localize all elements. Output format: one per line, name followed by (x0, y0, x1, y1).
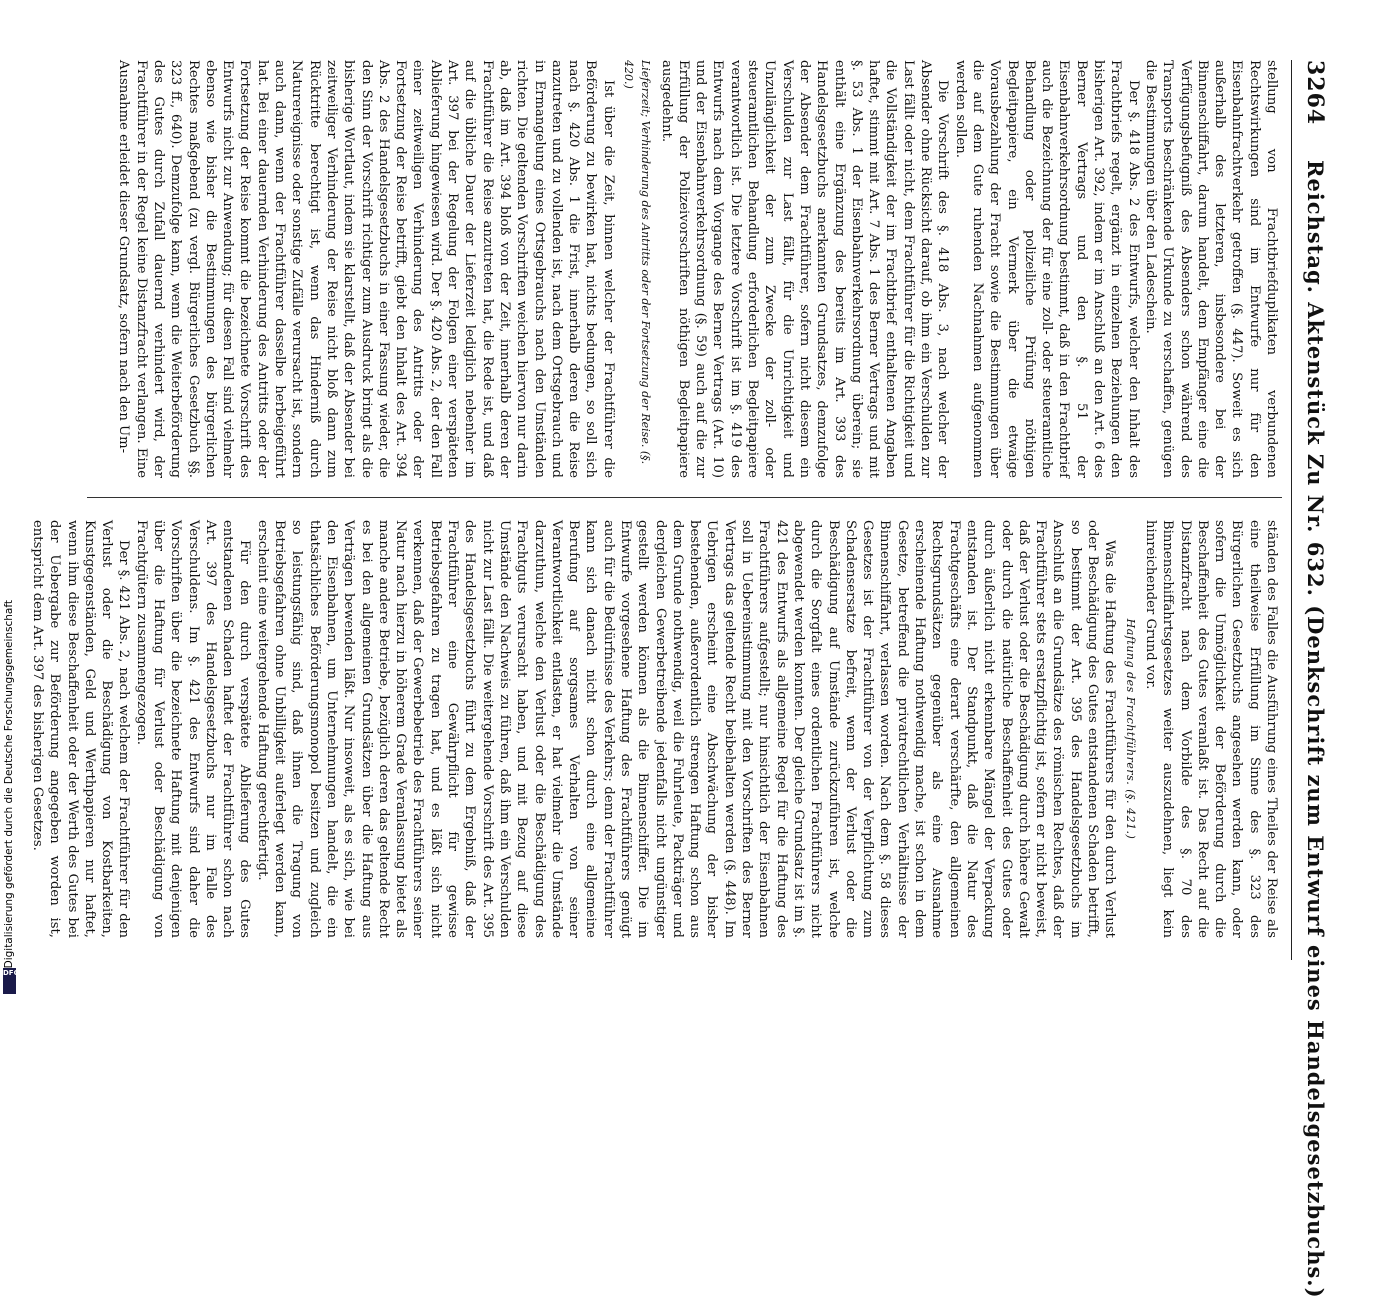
column-divider (87, 497, 1282, 498)
page-header (1292, 60, 1332, 1299)
left-column (85, 60, 1280, 478)
rotated-page-content (29, 60, 1332, 1299)
right-column (29, 520, 1280, 938)
marginal-heading: Lieferzeit; Verhinderung des Antritts oder der Fortsetzung der Reise. (§. 420.) (622, 60, 653, 465)
page-number: 3264 (1302, 60, 1328, 126)
paragraph: Ist über die Zeit, binnen welcher der Frachtführer die Beförderung zu bewirken hat, nichts bedungen, so soll sich nach §. 420 Abs. 1 die Frist, innerhalb deren die Reise anzutreten und zu vollenden ist, nach dem Ortsgebrauch und in Ermangelung eines Ortsgebrauchs nach den Umständen richten. Die geltenden Vorschriften weichen hiervon nur darin ab, daß im Art. 394 bloß von der Zeit, innerhalb deren der Frachtführer die Reise anzutreten hat, die Rede ist, und daß auf die übliche Dauer der Lieferzeit lediglich nebenher im Art. 397 bei der Regelung der Folgen einer verspäteten Ablieferung hingewiesen wird. Der §. 420 Abs. 2, der den Fall einer zeitweiligen Verhinderung des Antritts oder der Fortsetzung der Reise betrifft, giebt den Inhalt des Art. 394 Abs. 2 des Handelsgesetzbuchs in einer Fassung wieder, die den Sinn der Vorschrift richtiger zum Ausdruck bringt als die bisherige Wortlaut, indem sie klarstellt, daß der Absender bei zeitweiliger Verhinderung der Reise nicht bloß dann zum Rücktritte berechtigt ist, wenn das Hinderniß durch Naturereignisse oder sonstige Zufälle verursacht ist, sondern auch dann, wenn der Frachtführer dasselbe herbeigeführt hat. Bei einer dauernden Verhinderung des Antritts oder der Fortsetzung der Reise kommt die bezeichnete Vorschrift des Entwurfs nicht zur Anwendung; für diesen Fall sind vielmehr ebenso wie bisher die Bestimmungen des bürgerlichen Rechtes maßgebend (zu vergl. Bürgerliches Gesetzbuch §§. 323 ff., 640). Demzufolge kann, wenn die Weiterbeförderung des Gutes durch Zufall dauernd verhindert wird, der Frachtführer in der Regel keine Distanzfracht verlangen. Eine Ausnahme erleidet dieser Grundsatz, sofern nach den Um- (116, 60, 616, 478)
header-rule (1291, 60, 1292, 960)
digitization-note: Digitalisierung gefördert durch die Deutsche Forschungsgemeinschaft (3, 600, 15, 969)
paragraph: Der §. 418 Abs. 2 des Entwurfs, welcher den Inhalt des Frachtbriefs regelt, ergänzt in einzelnen Beziehungen den bisherigen Art. 392, indem er im Anschluß an den Art. 6 des Berner Vertrags und den §. 51 der Eisenbahnverkehrsordnung bestimmt, daß in den Frachtbrief auch die Bezeichnung der für eine zoll- oder steueramtliche Behandlung oder polizeiliche Prüfung nöthigen Begleitpapiere, ein Vermerk über die etwaige Vorausbezahlung der Fracht sowie die Bestimmungen über die auf dem Gute ruhenden Nachnahmen aufgenommen werden sollen. (952, 60, 1141, 478)
paragraph: ständen des Falles die Ausführung eines Theiles der Reise als eine theilweise Erfüllung im Sinne des §. 323 des Bürgerlichen Gesetzbuchs angesehen werden kann, oder sofern die Unmöglichkeit der Beförderung durch die Beschaffenheit des Gutes veranlaßt ist. Das Recht auf die Distanzfracht nach dem Vorbilde des §. 70 des Binnenschiffahrtsgesetzes weiter auszudehnen, liegt kein hinreichender Grund vor. (1142, 520, 1279, 938)
paragraph: Der §. 421 Abs. 2, nach welchem der Frachtführer für den Verlust oder die Beschädigung von Kostbarkeiten, Kunstgegenständen, Geld und Werthpapieren nur haftet, wenn ihm diese Beschaffenheit oder der Werth des Gutes bei der Uebergabe zur Beförderung angegeben worden ist, entspricht dem Art. 397 des bisherigen Gesetzes. (29, 520, 132, 938)
paragraph: Was die Haftung des Frachtführers für den durch Verlust oder Beschädigung des Gutes entstandenen Schaden betrifft, so bestimmt der Art. 395 des Handelsgesetzbuchs im Anschluß an die Grundsätze des römischen Rechtes, daß der Frachtführer stets ersatzpflichtig ist, sofern er nicht beweist, daß der Verlust oder die Beschädigung durch höhere Gewalt oder durch die natürliche Beschaffenheit des Gutes oder durch äußerlich nicht erkennbare Mängel der Verpackung entstanden ist. Der Standpunkt, daß die Natur des Frachtgeschäfts eine derart verschärfte, den allgemeinen Rechtsgrundsätzen gegenüber als eine Ausnahme erscheinende Haftung nothwendig mache, ist schon in dem Gesetze, betreffend die privatrechtlichen Verhältnisse der Binnenschiffahrt, verlassen worden. Nach dem §. 58 dieses Gesetzes ist der Frachtführer von der Verpflichtung zum Schadensersatze befreit, wenn der Verlust oder die Beschädigung auf Umstände zurückzuführen ist, welche durch die Sorgfalt eines ordentlichen Frachtführers nicht abgewendet werden konnten. Der gleiche Grundsatz ist im §. 421 des Entwurfs als allgemeine Regel für die Haftung des Frachtführers aufgestellt; nur hinsichtlich der Eisenbahnen soll in Uebereinstimmung mit den Vorschriften des Berner Vertrags das geltende Recht beibehalten werden (§. 448). Im Uebrigen erscheint eine Abschwächung der bisher bestehenden, außerordentlich strengen Haftung schon aus dem Grunde nothwendig, weil die Fuhrleute, Packträger und dergleichen Gewerbetreibende jedenfalls nicht ungünstiger gestellt werden können als die Binnenschiffer. Die im Entwurfe vorgesehene Haftung des Frachtführers genügt auch für die Bedürfnisse des Verkehrs; denn der Frachtführer kann sich danach nicht schon durch eine allgemeine Berufung auf sorgsames Verhalten von seiner Verantwortlichkeit entlasten, er hat vielmehr die Umstände darzuthun, welche den Verlust oder die Beschädigung des Frachtguts verursacht haben, und mit Bezug auf diese Umstände den Nachweis zu führen, daß ihm ein Verschulden nicht zur Last fällt. Die weitergehende Vorschrift des Art. 395 des Handelsgesetzbuchs führt zu dem Ergebniß, daß der Frachtführer eine Gewährpflicht für gewisse Betriebsgefahren zu tragen hat, und es läßt sich nicht verkennen, daß der Gewerbebetrieb des Frachtführers seiner Natur nach hierzu in höherem Grade Veranlassung bietet als manche andere Betriebe, bezüglich deren das geltende Recht es bei den allgemeinen Grundsätzen über die Haftung aus Verträgen bewenden läßt. Nur insoweit, als es sich, wie bei den Eisenbahnen, um Unternehmungen handelt, die ein thatsächliches Beförderungsmonopol besitzen und zugleich so leistungsfähig sind, daß ihnen die Tragung von Betriebsgefahren ohne Unbilligkeit auferlegt werden kann, erscheint eine weitergehende Haftung gerechtfertigt. (254, 520, 1118, 938)
running-title: Reichstag. Aktenstück Zu Nr. 632. (Denkschrift zum Entwurf eines Handelsgesetzbuchs.) (1303, 160, 1328, 1299)
paragraph: stellung von Frachtbriefduplikaten verbundenen Rechtswirkungen sind im Entwurfe nur für den Eisenbahnfrachtverkehr getroffen (§. 447). Soweit es sich außerhalb des letzteren, insbesondere bei der Binnenschiffahrt, darum handelt, dem Empfänger eine die Verfügungsbefugniß des Absenders schon während des Transports beschränkende Urkunde zu verschaffen, genügen die Bestimmungen über den Ladeschein. (1142, 60, 1279, 478)
dfg-logo-icon: DFG (3, 968, 16, 994)
paragraph: Die Vorschrift des §. 418 Abs. 3, nach welcher der Absender ohne Rücksicht darauf, ob ihm ein Verschulden zur Last fällt oder nicht, dem Frachtführer für die Richtigkeit und die Vollständigkeit der im Frachtbrief enthaltenen Angaben haftet, stimmt mit Art. 7 Abs. 1 des Berner Vertrags und mit §. 53 Abs. 1 der Eisenbahnverkehrsordnung überein; sie enthält eine Ergänzung des bereits im Art. 393 des Handelsgesetzbuchs anerkannten Grundsatzes, demzufolge der Absender dem Frachtführer, sofern nicht diesem ein Verschulden zur Last fällt, für die Unrichtigkeit und Unzulänglichkeit der zum Zwecke der zoll- oder steueramtlichen Behandlung erforderlichen Begleitpapiere verantwortlich ist. Die letztere Vorschrift ist im §. 419 des Entwurfs nach dem Vorgange des Berner Vertrags (Art. 10) und der Eisenbahnverkehrsordnung (§. 59) auch auf die zur Erfüllung der Polizeivorschriften nöthigen Begleitpapiere ausgedehnt. (658, 60, 951, 478)
paragraph: Für den durch verspätete Ablieferung des Gutes entstandenen Schaden haftet der Frachtführer schon nach Art. 397 des Handelsgesetzbuchs nur im Falle des Verschuldens. Im §. 421 des Entwurfs sind daher die Vorschriften über die bezeichnete Haftung mit denjenigen über die Haftung für Verlust oder Beschädigung von Frachtgütern zusammengezogen. (133, 520, 253, 938)
marginal-heading: Haftung des Frachtführers. (§. 421.) (1123, 618, 1137, 840)
